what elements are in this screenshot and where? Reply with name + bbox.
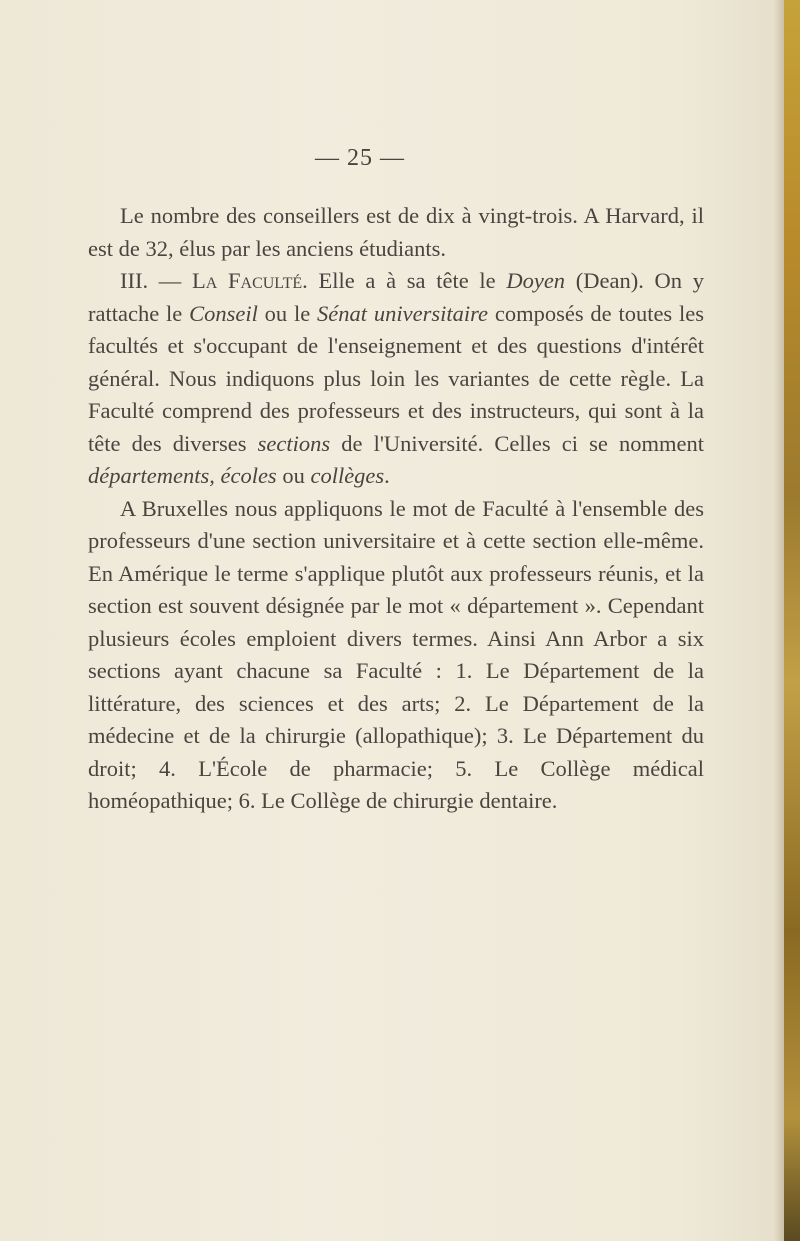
paragraph-3: A Bruxelles nous appliquons le mot de Faculté à l'ensemble des professeurs d'une section universitaire et à cette section elle-même. En Amérique le terme s'applique plutôt aux professeurs réunis, et la section est souvent désignée par le mot « département ». Cependant plusieurs écoles emploient divers termes. Ainsi Ann Arbor a six sections ayant chacune sa Faculté : 1. Le Département de la littérature, des sciences et des arts; 2. Le Département de la médecine et de la chirurgie (allopathique); 3. Le Département du droit; 4. L'École de pharmacie; 5. Le Collège médical homéopathique; 6. Le Collège de chirurgie dentaire. [88, 495, 704, 813]
italic-term: Sénat universitaire [317, 300, 489, 326]
italic-term: Doyen [506, 268, 566, 293]
paragraph-1: Le nombre des conseillers est de dix à vingt-trois. A Harvard, il est de 32, élus par les anciens étudiants. [88, 203, 704, 261]
page-number: — 25 — [315, 145, 405, 171]
body-text [88, 200, 704, 818]
text-run: composés de toutes les facultés et s'occupant de l'enseignement et des questions d'intérêt général. Nous indiquons plus loin les variantes de cette règle. La Faculté comprend des professeurs et des instructeurs, qui sont à la tête des diverses [88, 300, 705, 456]
section-heading: La Faculté [192, 268, 303, 293]
italic-term: départements, écoles [88, 463, 277, 488]
paragraph-2 [88, 265, 704, 493]
italic-term: Conseil [189, 300, 258, 326]
italic-term: sections [257, 430, 331, 456]
text-run: . [384, 463, 390, 488]
gilded-page-edge [784, 0, 800, 1241]
text-run: . Elle a à sa tête le [302, 268, 507, 293]
text-run: ou le [257, 300, 318, 326]
text-run: (Dean). On y rattache le [88, 268, 704, 326]
italic-term: collèges [310, 463, 385, 488]
text-run: de l'Université. Celles ci se nomment [330, 430, 704, 456]
text-run: ou [276, 463, 311, 488]
section-number: III. — [120, 268, 192, 293]
page-edge-shadow [774, 0, 784, 1241]
